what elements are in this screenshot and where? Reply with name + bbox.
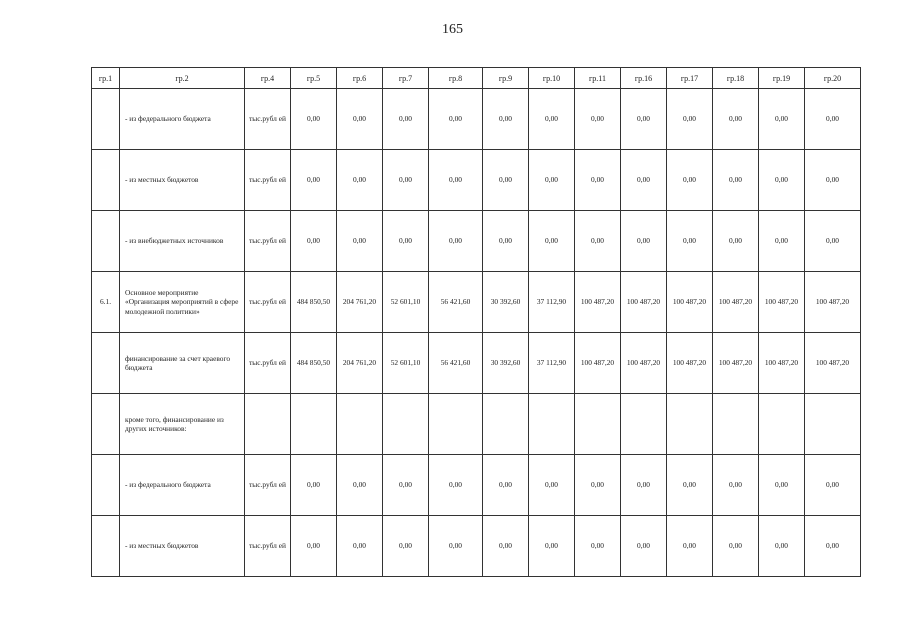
row-number-cell — [92, 394, 120, 455]
table-header — [92, 68, 861, 89]
table-row — [92, 150, 861, 211]
value-cell: 0,00 — [621, 89, 667, 150]
value-cell: 100 487,20 — [713, 333, 759, 394]
value-cell: 0,00 — [383, 455, 429, 516]
value-cell: 0,00 — [759, 150, 805, 211]
unit-cell: тыс.рубл ей — [245, 272, 291, 333]
value-cell — [529, 394, 575, 455]
value-cell: 0,00 — [291, 89, 337, 150]
value-cell: 0,00 — [483, 150, 529, 211]
header-cell: гр.18 — [713, 68, 759, 89]
value-cell: 0,00 — [575, 455, 621, 516]
value-cell: 0,00 — [291, 211, 337, 272]
table-row — [92, 272, 861, 333]
value-cell — [713, 394, 759, 455]
value-cell: 0,00 — [529, 150, 575, 211]
description-cell: - из внебюджетных источников — [120, 211, 245, 272]
value-cell — [621, 394, 667, 455]
value-cell: 0,00 — [805, 211, 861, 272]
value-cell — [337, 394, 383, 455]
value-cell: 0,00 — [429, 455, 483, 516]
value-cell: 52 601,10 — [383, 333, 429, 394]
value-cell: 204 761,20 — [337, 333, 383, 394]
value-cell: 0,00 — [429, 211, 483, 272]
value-cell: 37 112,90 — [529, 333, 575, 394]
value-cell: 0,00 — [529, 516, 575, 577]
unit-cell: тыс.рубл ей — [245, 333, 291, 394]
value-cell — [759, 394, 805, 455]
value-cell: 0,00 — [383, 516, 429, 577]
value-cell: 0,00 — [667, 150, 713, 211]
value-cell: 0,00 — [621, 150, 667, 211]
header-cell: гр.8 — [429, 68, 483, 89]
value-cell: 0,00 — [483, 211, 529, 272]
value-cell: 0,00 — [713, 211, 759, 272]
value-cell: 0,00 — [429, 150, 483, 211]
value-cell: 0,00 — [759, 211, 805, 272]
description-cell: кроме того, финансирование из других источников: — [120, 394, 245, 455]
header-cell: гр.16 — [621, 68, 667, 89]
value-cell: 100 487,20 — [621, 272, 667, 333]
value-cell: 0,00 — [805, 455, 861, 516]
header-cell: гр.1 — [92, 68, 120, 89]
value-cell: 204 761,20 — [337, 272, 383, 333]
table-row — [92, 333, 861, 394]
value-cell — [667, 394, 713, 455]
value-cell — [383, 394, 429, 455]
description-cell: - из местных бюджетов — [120, 516, 245, 577]
value-cell: 0,00 — [667, 455, 713, 516]
value-cell: 100 487,20 — [575, 333, 621, 394]
value-cell: 0,00 — [291, 516, 337, 577]
unit-cell: тыс.рубл ей — [245, 89, 291, 150]
value-cell: 100 487,20 — [759, 272, 805, 333]
value-cell — [483, 394, 529, 455]
description-cell: Основное мероприятие «Организация мероприятий в сфере молодежной политики» — [120, 272, 245, 333]
value-cell: 30 392,60 — [483, 333, 529, 394]
value-cell: 37 112,90 — [529, 272, 575, 333]
row-number-cell: 6.1. — [92, 272, 120, 333]
value-cell: 56 421,60 — [429, 333, 483, 394]
table-row — [92, 516, 861, 577]
value-cell: 0,00 — [429, 516, 483, 577]
header-cell: гр.19 — [759, 68, 805, 89]
header-cell: гр.5 — [291, 68, 337, 89]
value-cell: 100 487,20 — [575, 272, 621, 333]
value-cell: 0,00 — [621, 211, 667, 272]
value-cell: 0,00 — [713, 516, 759, 577]
header-row — [92, 68, 861, 89]
value-cell: 100 487,20 — [667, 272, 713, 333]
value-cell: 484 850,50 — [291, 333, 337, 394]
header-cell: гр.6 — [337, 68, 383, 89]
header-cell: гр.2 — [120, 68, 245, 89]
value-cell: 0,00 — [713, 150, 759, 211]
value-cell: 0,00 — [383, 211, 429, 272]
value-cell: 484 850,50 — [291, 272, 337, 333]
value-cell: 0,00 — [713, 455, 759, 516]
value-cell: 0,00 — [483, 89, 529, 150]
header-cell: гр.17 — [667, 68, 713, 89]
row-number-cell — [92, 150, 120, 211]
value-cell: 56 421,60 — [429, 272, 483, 333]
value-cell: 0,00 — [667, 89, 713, 150]
value-cell: 0,00 — [291, 455, 337, 516]
value-cell: 0,00 — [759, 455, 805, 516]
value-cell: 0,00 — [805, 516, 861, 577]
value-cell: 100 487,20 — [805, 333, 861, 394]
value-cell: 0,00 — [667, 516, 713, 577]
header-cell: гр.7 — [383, 68, 429, 89]
unit-cell: тыс.рубл ей — [245, 516, 291, 577]
table-body — [92, 89, 861, 577]
header-cell: гр.10 — [529, 68, 575, 89]
value-cell: 0,00 — [575, 89, 621, 150]
value-cell: 0,00 — [805, 89, 861, 150]
value-cell: 0,00 — [529, 455, 575, 516]
table-row — [92, 89, 861, 150]
description-cell: - из местных бюджетов — [120, 150, 245, 211]
row-number-cell — [92, 211, 120, 272]
value-cell — [291, 394, 337, 455]
value-cell: 0,00 — [575, 516, 621, 577]
value-cell: 0,00 — [529, 89, 575, 150]
row-number-cell — [92, 333, 120, 394]
value-cell: 100 487,20 — [713, 272, 759, 333]
value-cell: 0,00 — [529, 211, 575, 272]
value-cell: 0,00 — [483, 516, 529, 577]
unit-cell: тыс.рубл ей — [245, 211, 291, 272]
value-cell: 0,00 — [575, 211, 621, 272]
description-cell: - из федерального бюджета — [120, 89, 245, 150]
unit-cell — [245, 394, 291, 455]
table-row — [92, 211, 861, 272]
value-cell: 0,00 — [337, 516, 383, 577]
value-cell: 0,00 — [429, 89, 483, 150]
unit-cell: тыс.рубл ей — [245, 150, 291, 211]
budget-table — [91, 67, 861, 577]
value-cell: 0,00 — [713, 89, 759, 150]
row-number-cell — [92, 89, 120, 150]
row-number-cell — [92, 455, 120, 516]
value-cell: 0,00 — [483, 455, 529, 516]
value-cell: 0,00 — [759, 89, 805, 150]
header-cell: гр.20 — [805, 68, 861, 89]
description-cell: финансирование за счет краевого бюджета — [120, 333, 245, 394]
value-cell: 0,00 — [337, 89, 383, 150]
table-row — [92, 455, 861, 516]
value-cell: 0,00 — [383, 89, 429, 150]
value-cell: 100 487,20 — [805, 272, 861, 333]
header-cell: гр.9 — [483, 68, 529, 89]
value-cell: 0,00 — [621, 455, 667, 516]
value-cell: 0,00 — [621, 516, 667, 577]
value-cell: 0,00 — [291, 150, 337, 211]
page-number: 165 — [442, 22, 463, 37]
value-cell: 52 601,10 — [383, 272, 429, 333]
value-cell: 100 487,20 — [759, 333, 805, 394]
value-cell: 0,00 — [575, 150, 621, 211]
value-cell: 0,00 — [337, 455, 383, 516]
value-cell — [805, 394, 861, 455]
value-cell: 0,00 — [805, 150, 861, 211]
table-row — [92, 394, 861, 455]
value-cell: 0,00 — [759, 516, 805, 577]
value-cell — [575, 394, 621, 455]
value-cell: 100 487,20 — [621, 333, 667, 394]
value-cell: 100 487,20 — [667, 333, 713, 394]
value-cell — [429, 394, 483, 455]
value-cell: 0,00 — [383, 150, 429, 211]
value-cell: 0,00 — [337, 211, 383, 272]
header-cell: гр.11 — [575, 68, 621, 89]
description-cell: - из федерального бюджета — [120, 455, 245, 516]
header-cell: гр.4 — [245, 68, 291, 89]
value-cell: 0,00 — [667, 211, 713, 272]
unit-cell: тыс.рубл ей — [245, 455, 291, 516]
row-number-cell — [92, 516, 120, 577]
value-cell: 0,00 — [337, 150, 383, 211]
value-cell: 30 392,60 — [483, 272, 529, 333]
